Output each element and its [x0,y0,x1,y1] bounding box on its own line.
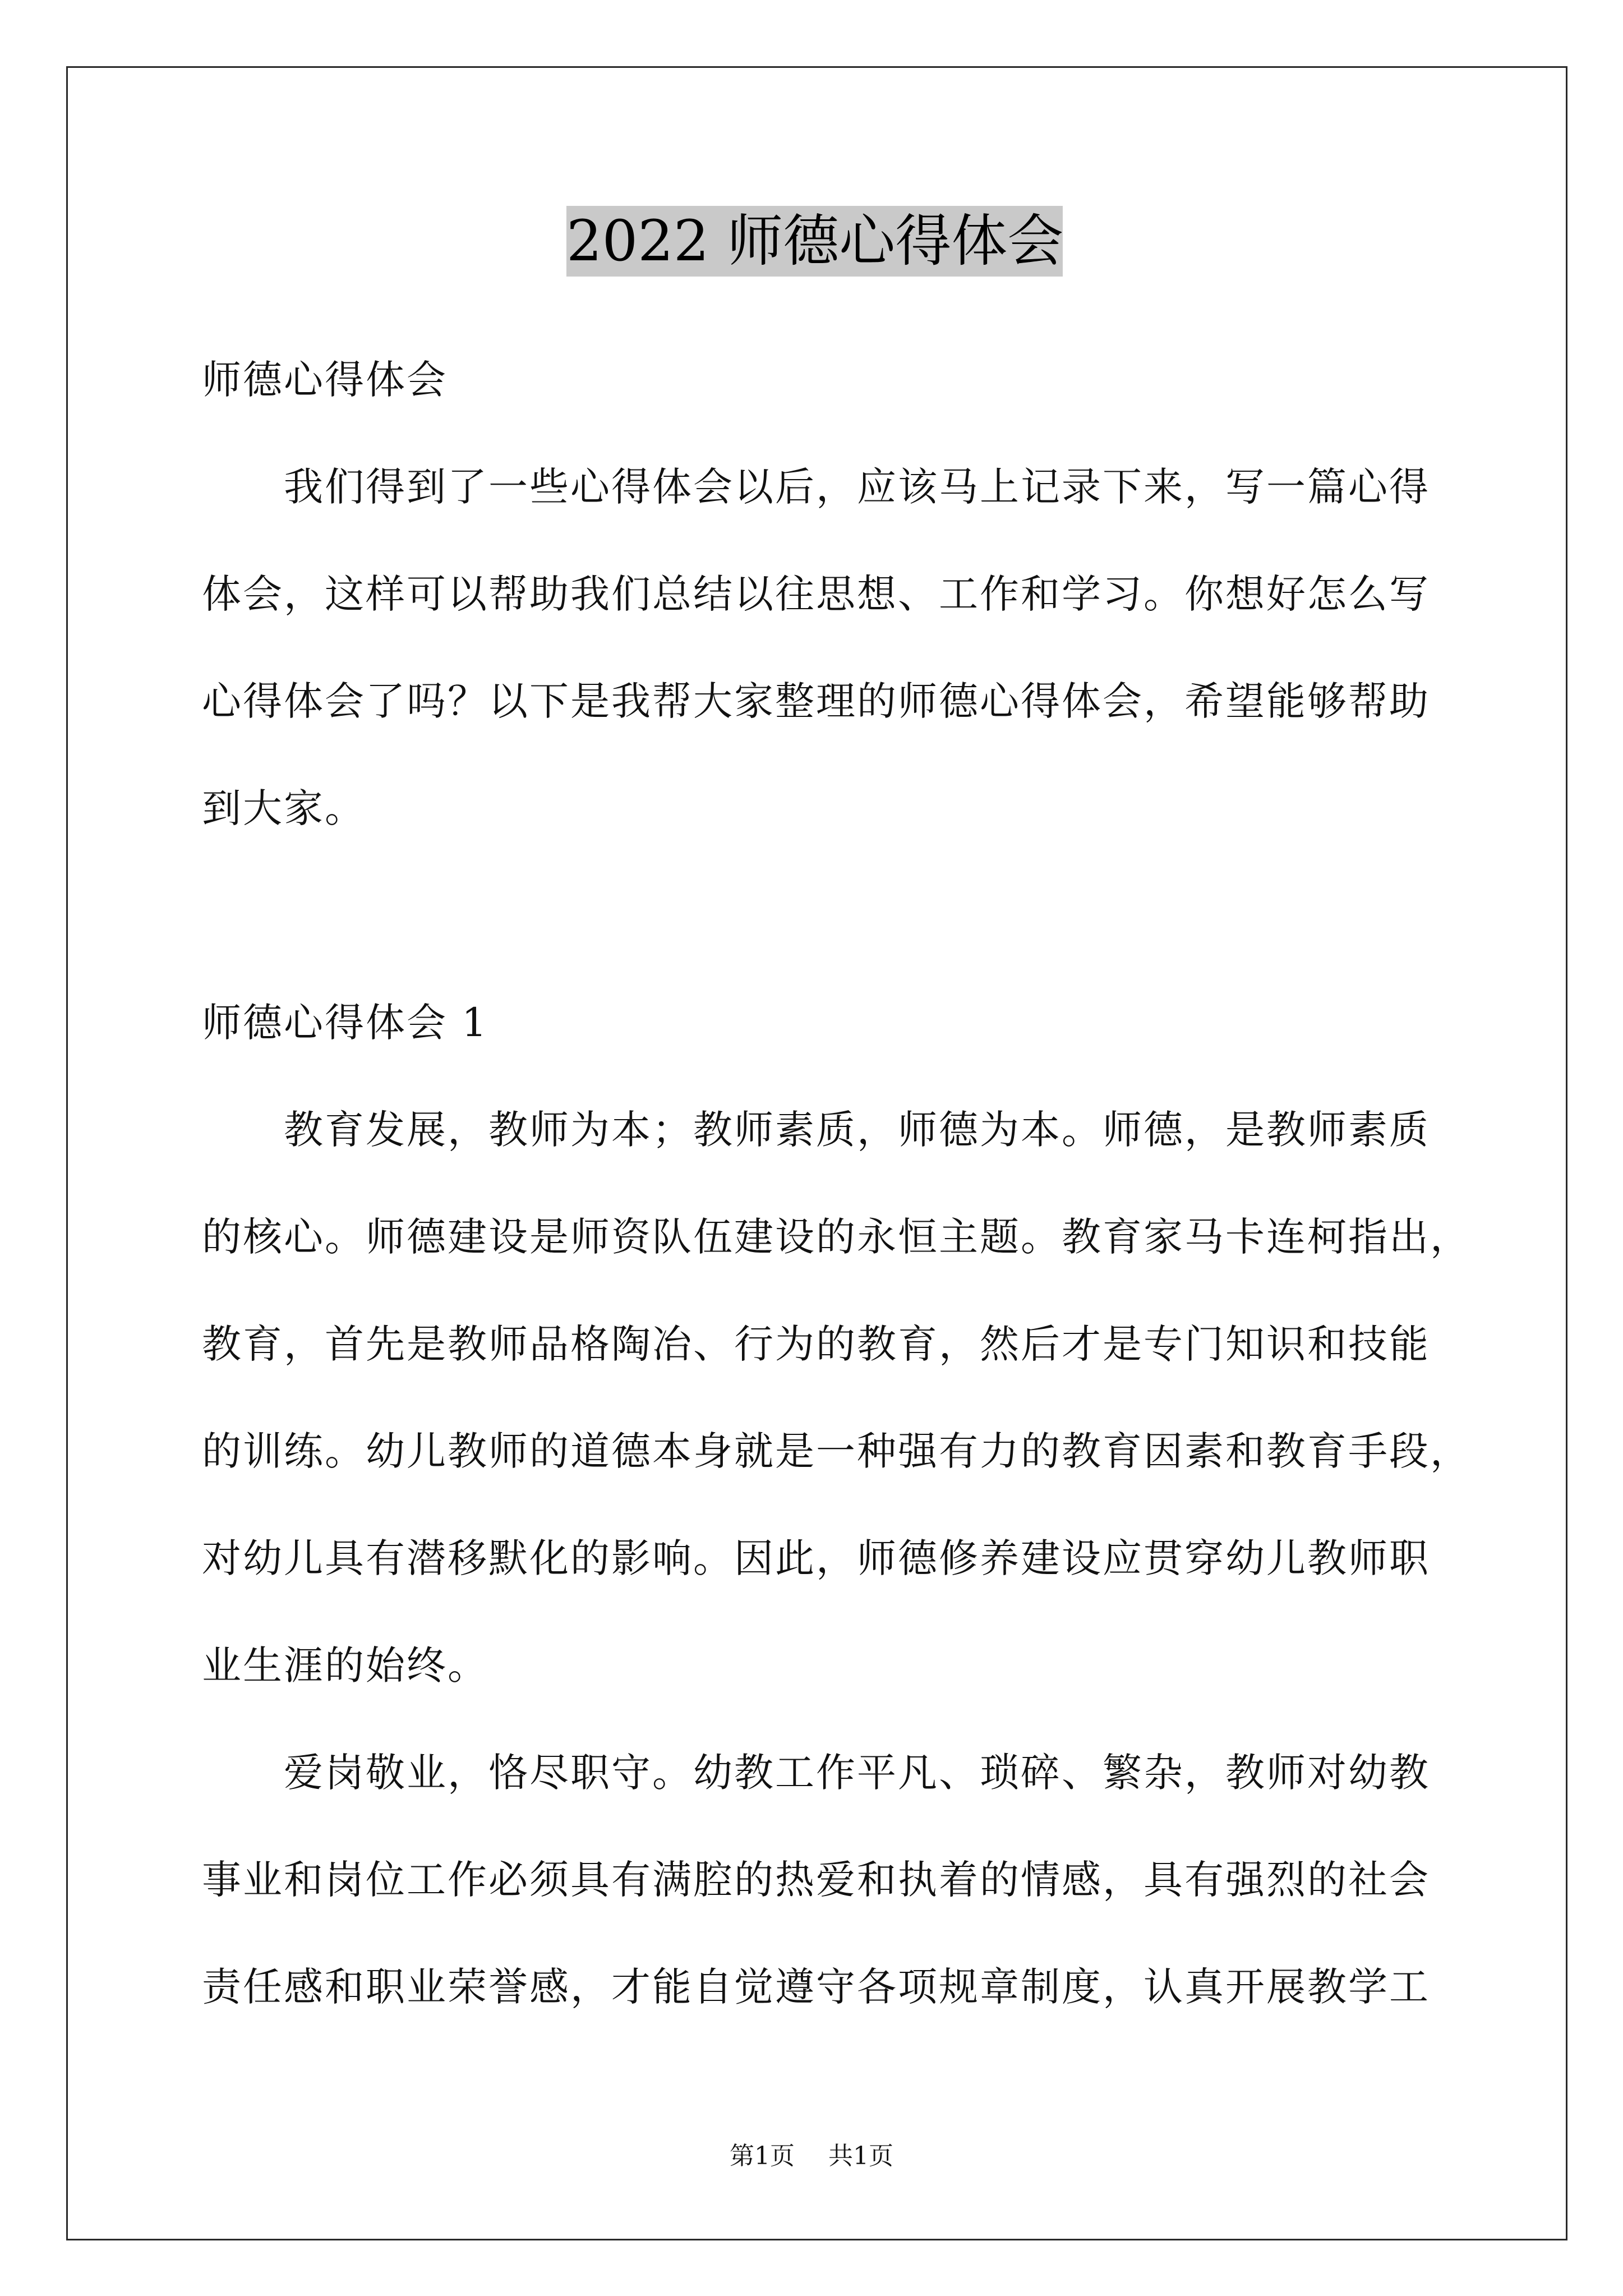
intro-paragraph [202,434,1548,862]
paragraph-line: 到大家。 [202,785,366,831]
document-body [202,326,1548,2041]
footer-page-number: 第1页 [730,2142,795,2170]
body-paragraph-1 [202,1076,1548,1719]
paragraph-line: 体会，这样可以帮助我们总结以往思想、工作和学习。你想好怎么写 [202,571,1430,617]
paragraph-line: 教育，首先是教师品格陶冶、行为的教育，然后才是专门知识和技能 [202,1321,1430,1367]
paragraph-line: 对幼儿具有潜移默化的影响。因此，师德修养建设应贯穿幼儿教师职 [202,1535,1430,1581]
paragraph-line: 责任感和职业荣誉感，才能自觉遵守各项规章制度，认真开展教学工 [202,1964,1430,2010]
paragraph-line: 爱岗敬业，恪尽职守。幼教工作平凡、琐碎、繁杂，教师对幼教 [284,1750,1430,1796]
paragraph-line: 业生涯的始终。 [202,1642,488,1688]
section-heading: 师德心得体会 1 [202,1000,488,1046]
paragraph-line: 我们得到了一些心得体会以后，应该马上记录下来，写一篇心得 [284,464,1430,510]
paragraph-line: 的核心。师德建设是师资队伍建设的永恒主题。教育家马卡连柯指出， [202,1214,1471,1260]
paragraph-line: 事业和岗位工作必须具有满腔的热爱和执着的情感，具有强烈的社会 [202,1857,1430,1903]
paragraph-line: 教育发展，教师为本；教师素质，师德为本。师德，是教师素质 [284,1107,1430,1153]
body-paragraph-2 [202,1719,1548,2041]
paragraph-line: 心得体会了吗？以下是我帮大家整理的师德心得体会，希望能够帮助 [202,678,1430,724]
paragraph-line: 的训练。幼儿教师的道德本身就是一种强有力的教育因素和教育手段， [202,1428,1471,1474]
document-subtitle: 师德心得体会 [202,357,448,403]
document-title: 2022 师德心得体会 [566,206,1063,277]
page-footer [0,2139,1623,2173]
footer-total-pages: 共1页 [828,2142,893,2170]
blank-line [202,862,1548,969]
